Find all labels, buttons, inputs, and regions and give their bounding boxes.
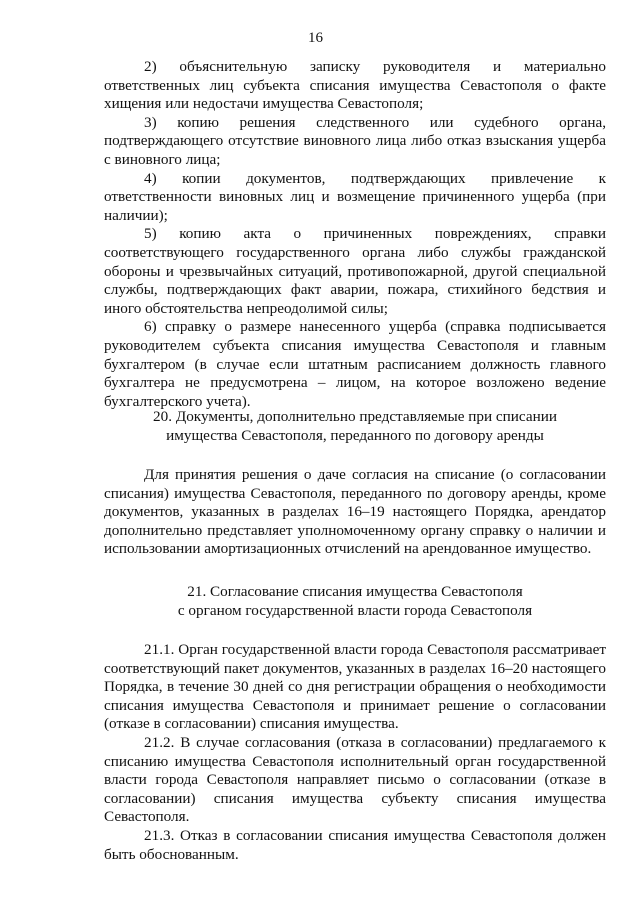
section-20-body	[104, 466, 606, 559]
section-21-title	[104, 582, 606, 620]
section-20-title-line2: имущества Севастополя, переданного по договору аренды	[166, 427, 544, 444]
list-item: 4) копии документов, подтверждающих привлечение к ответственности виновных лиц и возмещение причиненного ущерба (при наличии);	[104, 169, 606, 224]
section-20-title-line1: 20. Документы, дополнительно представляемые при списании	[153, 408, 557, 425]
page-number: 16	[308, 30, 323, 46]
section-21-item: 21.2. В случае согласования (отказа в согласовании) предлагаемого к списанию имущества Севастополя исполнительный орган государственной власти города Севастополя направляет письмо о согласовании (отказе в согласовании) списания имущества субъекту списания имущества Севастополя.	[104, 733, 606, 826]
list-item: 2) объяснительную записку руководителя и материально ответственных лиц субъекта списания имущества Севастополя о факте хищения или недостачи имущества Севастополя;	[104, 58, 606, 113]
list-item: 6) справку о размере нанесенного ущерба (справка подписывается руководителем субъекта списания имущества Севастополя и главным бухгалтером (в случае если штатным расписанием должность главного бухгалтера не предусмотрена – лицом, на которое возложено ведение бухгалтерского учета).	[104, 318, 606, 410]
section-20-title	[104, 407, 606, 445]
section-20-paragraph: Для принятия решения о даче согласия на списание (о согласовании списания) имущества Севастополя, переданного по договору аренды, кроме документов, указанных в разделах 16–19 настоящего Порядка, арендатор дополнительно представляет уполномоченному органу справку о наличии и использовании амортизационных отчислений на арендованное имущество.	[104, 466, 606, 558]
section-21-item: 21.3. Отказ в согласовании списания имущества Севастополя должен быть обоснованным.	[104, 826, 606, 863]
list-item: 3) копию решения следственного или судебного органа, подтверждающего отсутствие виновного лица либо отказ взыскания ущерба с виновного лица;	[104, 113, 606, 168]
section-21-title-line1: 21. Согласование списания имущества Севастополя	[187, 583, 523, 600]
section-21-body	[104, 641, 606, 864]
list-item: 5) копию акта о причиненных повреждениях, справки соответствующего государственного органа либо службы гражданской обороны и чрезвычайных ситуаций, противопожарной, другой специальной службы, подтверждающих факт аварии, пожара, стихийного бедствия и иного обстоятельства непреодолимой силы;	[104, 225, 606, 317]
section-21-title-line2: с органом государственной власти города Севастополя	[177, 602, 533, 619]
list-top	[104, 58, 606, 411]
section-21-item: 21.1. Орган государственной власти города Севастополя рассматривает соответствующий пакет документов, указанных в разделах 16–20 настоящего Порядка, в течение 30 дней со дня регистрации обращения о необходимости списания имущества Севастополя и принимает решение о согласовании (отказе в согласовании) списания имущества.	[104, 641, 606, 733]
